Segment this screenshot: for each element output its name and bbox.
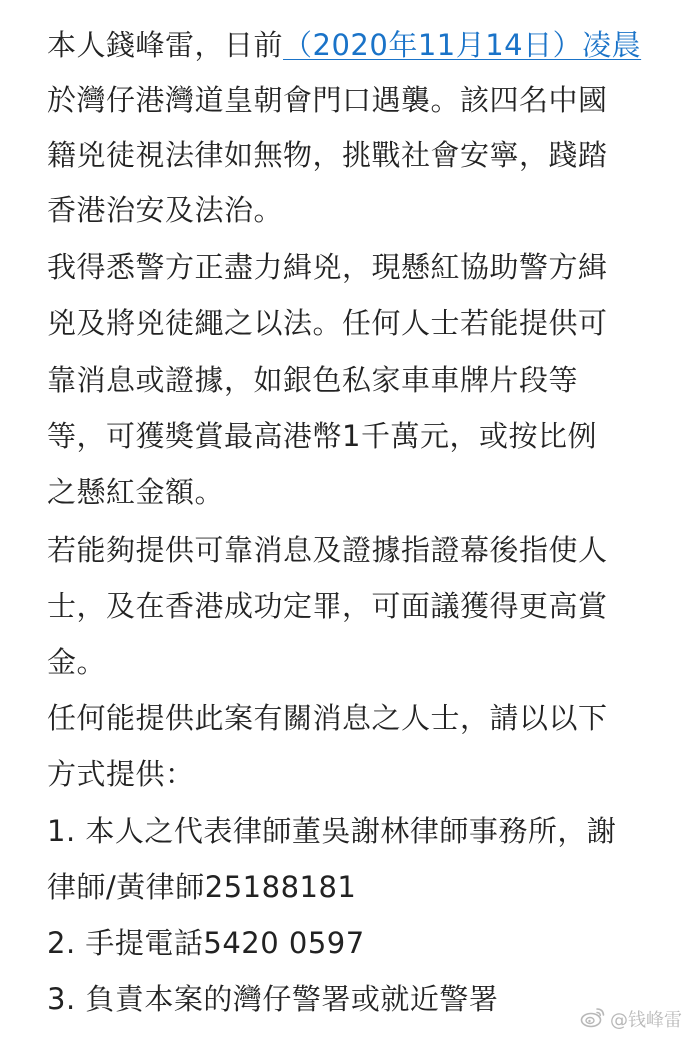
watermark-text: @钱峰雷	[610, 1010, 682, 1031]
text-line-15: 1. 本人之代表律師董吳謝林律師事務所，謝	[47, 814, 617, 848]
text-line-1-lead: 本人錢峰雷，日前	[47, 28, 284, 62]
text-line-10: 若能夠提供可靠消息及證據指證幕後指使人	[47, 533, 608, 567]
text-line-14: 方式提供：	[47, 757, 195, 791]
text-line-4: 香港治安及法治。	[47, 193, 284, 227]
weibo-icon	[580, 1006, 606, 1033]
text-line-1	[47, 25, 641, 65]
text-line-13: 任何能提供此案有關消息之人士，請以以下	[47, 701, 608, 735]
text-line-8: 等，可獲獎賞最高港幣1千萬元，或按比例	[47, 419, 597, 453]
text-line-3: 籍兇徒視法律如無物，挑戰社會安寧，踐踏	[47, 138, 608, 172]
text-line-2: 於灣仔港灣道皇朝會門口遇襲。該四名中國	[47, 83, 608, 117]
text-line-6: 兇及將兇徒繩之以法。任何人士若能提供可	[47, 306, 608, 340]
text-line-18: 3. 負責本案的灣仔警署或就近警署	[47, 982, 499, 1016]
text-line-5: 我得悉警方正盡力緝兇，現懸紅協助警方緝	[47, 250, 608, 284]
text-line-9: 之懸紅金額。	[47, 475, 225, 509]
text-line-16: 律師/黃律師25188181	[47, 870, 357, 904]
weibo-watermark	[580, 1004, 682, 1034]
text-line-7: 靠消息或證據，如銀色私家車車牌片段等	[47, 363, 579, 397]
text-line-17: 2. 手提電話5420 0597	[47, 926, 365, 960]
text-line-12: 金。	[47, 645, 107, 679]
date-link[interactable]: （2020年11月14日）凌晨	[283, 28, 642, 62]
text-line-11: 士，及在香港成功定罪，可面議獲得更高賞	[47, 589, 608, 623]
